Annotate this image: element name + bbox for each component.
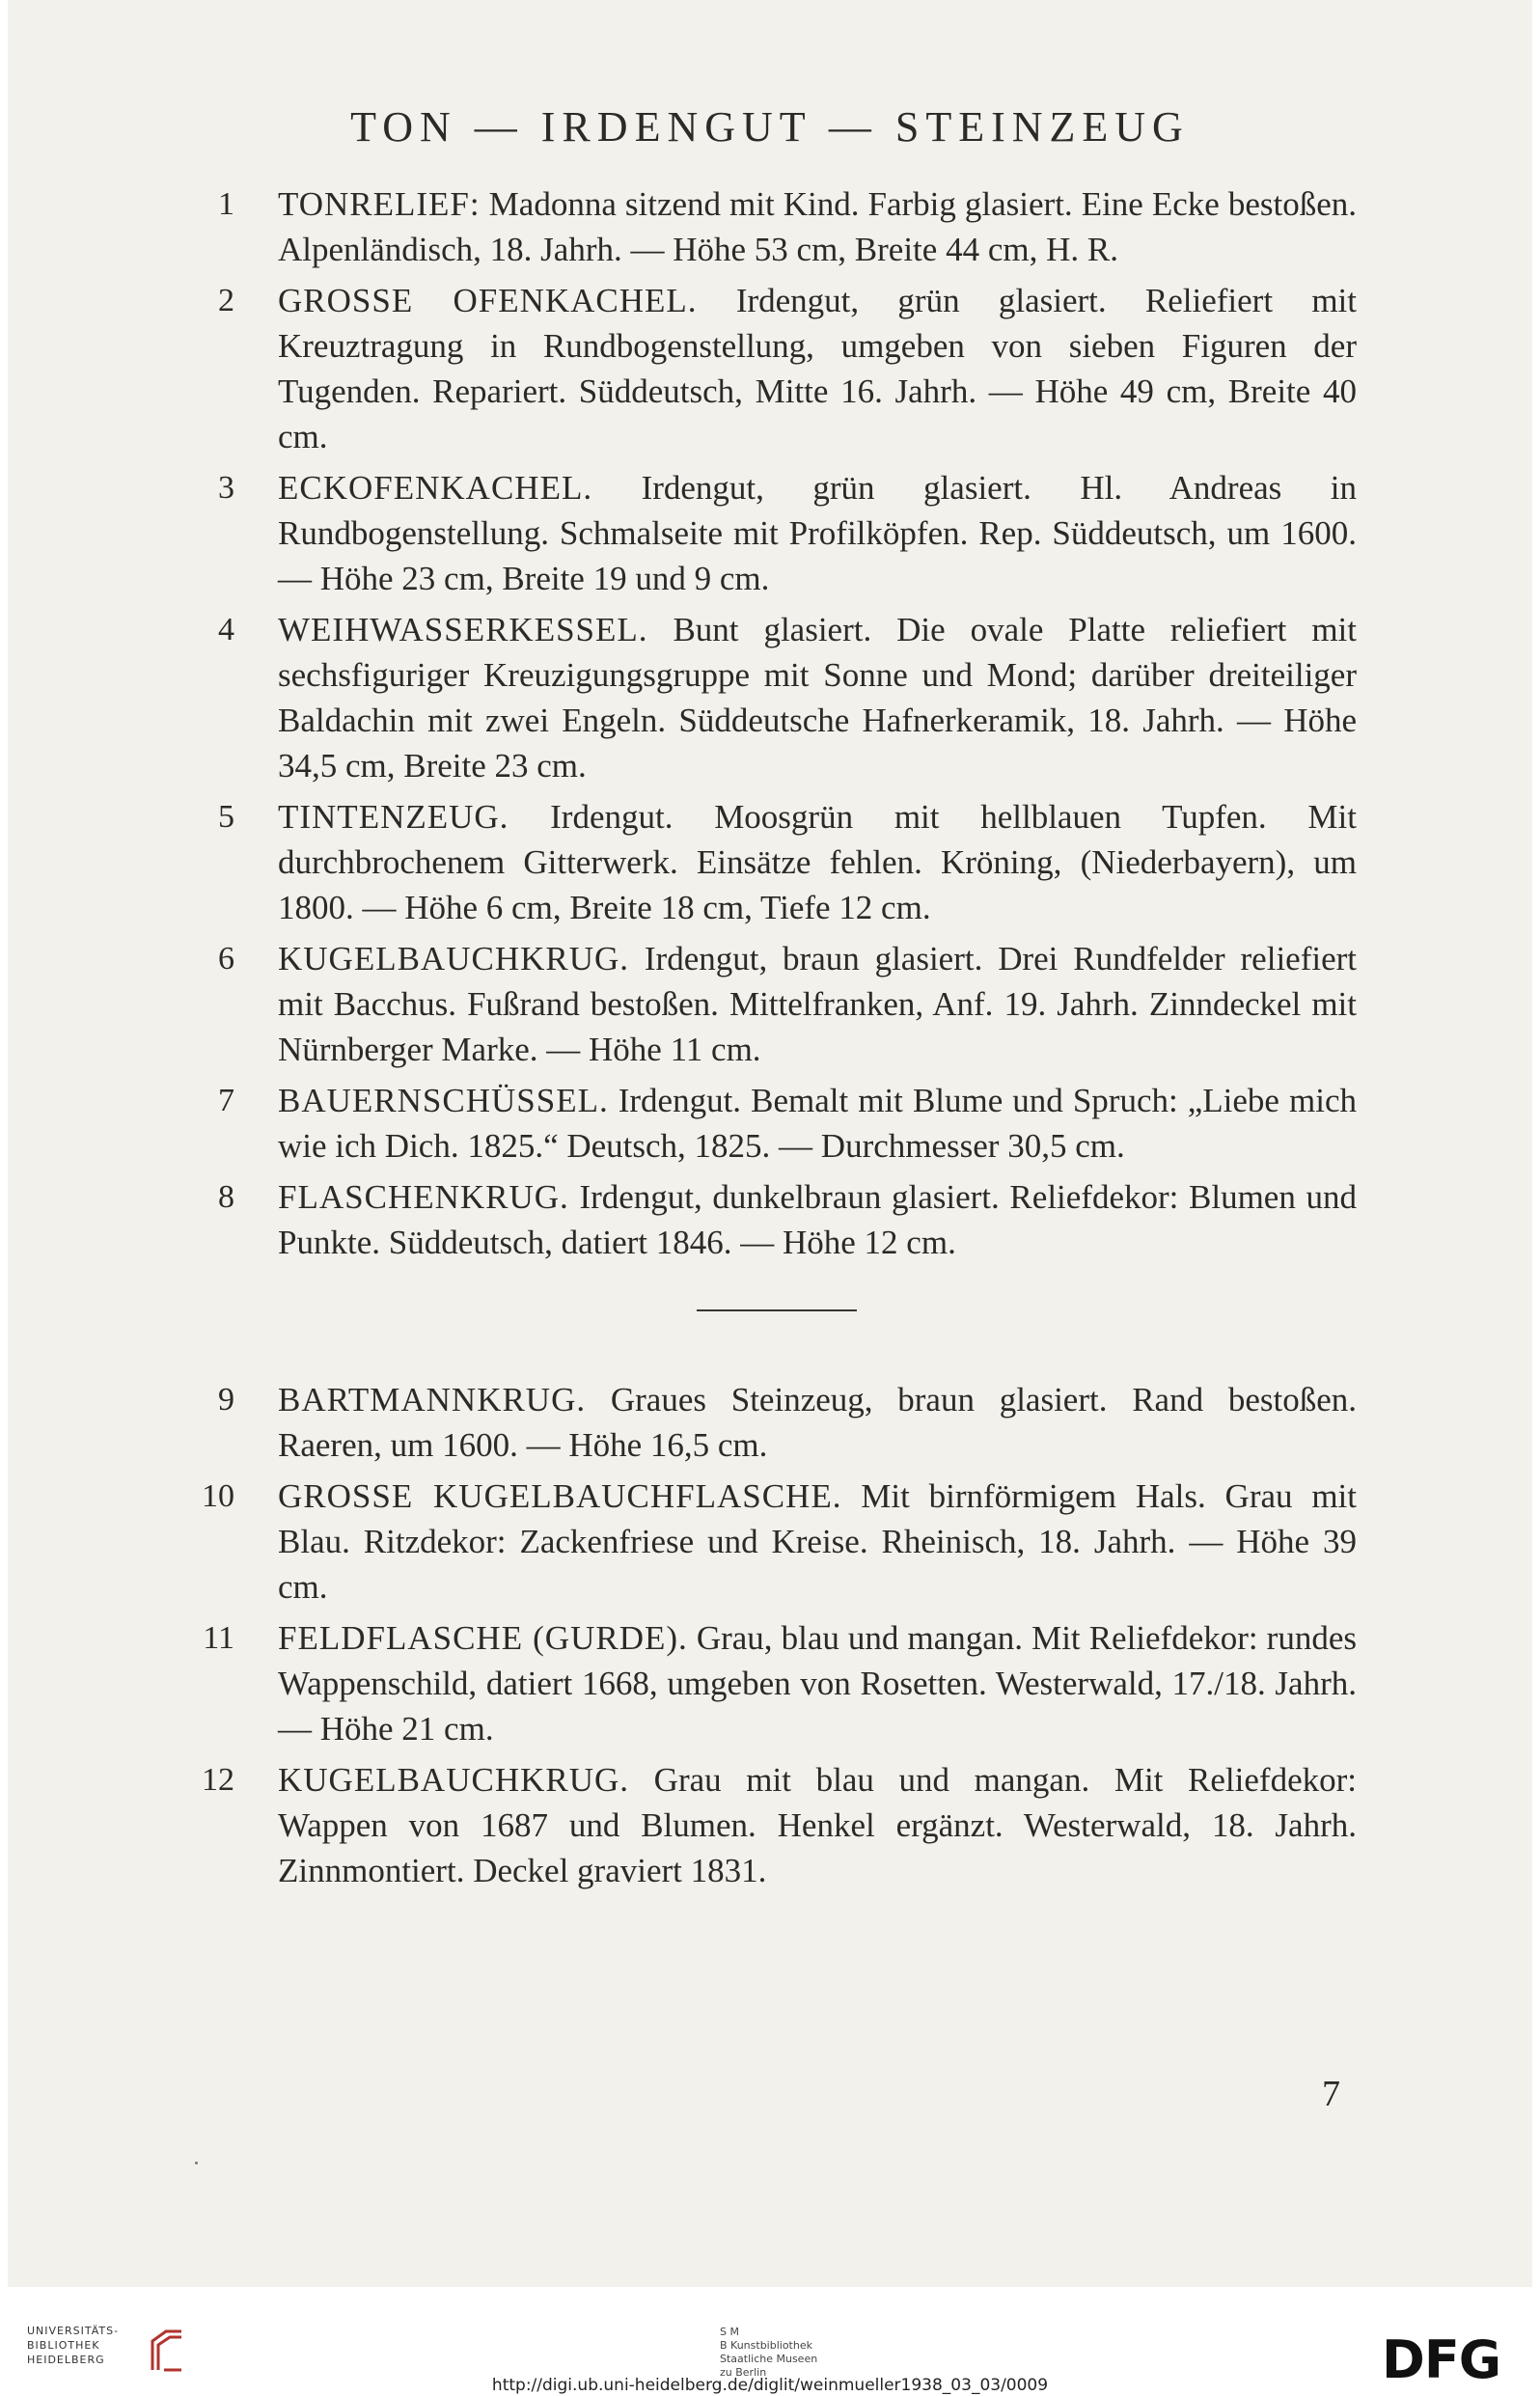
entry-text [278, 465, 1357, 601]
entry-title: ECKOFENKACHEL. [278, 469, 593, 507]
entry-number: 10 [202, 1478, 234, 1514]
entry-description: Grau mit blau und mangan. Mit Reliefdekor: Wappen von 1687 und Blumen. Henkel ergänzt. Westerwald, 18. Jahrh. Zinnmontiert. Deckel graviert 1831. [278, 1761, 1357, 1889]
source-url: http://digi.ub.uni-heidelberg.de/diglit/weinmueller1938_03_03/0009 [491, 2376, 1049, 2395]
entry-description: Irdengut, braun glasiert. Drei Rundfelder reliefiert mit Bacchus. Fußrand bestoßen. Mittelfranken, Anf. 19. Jahrh. Zinndeckel mit Nürnberger Marke. — Höhe 11 cm. [278, 940, 1357, 1068]
catalog-entry [0, 1174, 1540, 1265]
section-divider-wrap [0, 1271, 1540, 1377]
entry-title: GROSSE KUGELBAUCHFLASCHE. [278, 1477, 842, 1515]
entry-number: 7 [218, 1083, 234, 1118]
library-emblem-icon [147, 2327, 187, 2376]
dfg-logo: DFG [1382, 2329, 1501, 2390]
university-library-name: UNIVERSITÄTS- BIBLIOTHEK HEIDELBERG [27, 2325, 120, 2366]
entry-title: KUGELBAUCHKRUG. [278, 1761, 630, 1799]
catalog-entry [0, 1377, 1540, 1468]
catalog-entry [0, 465, 1540, 601]
entry-title: FELDFLASCHE (GURDE). [278, 1619, 688, 1657]
entry-text [278, 1757, 1357, 1893]
entry-title: KUGELBAUCHKRUG. [278, 940, 630, 978]
catalog-entry [0, 607, 1540, 788]
entry-text [278, 278, 1357, 459]
entry-description: Madonna sitzend mit Kind. Farbig glasiert. Eine Ecke bestoßen. Alpenländisch, 18. Jahrh. — Höhe 53 cm, Breite 44 cm, H. R. [278, 185, 1357, 268]
entry-description: Grau, blau und mangan. Mit Reliefdekor: rundes Wappenschild, datiert 1668, umgeben von Rosetten. Westerwald, 17./18. Jahrh. — Höhe 21 cm. [278, 1619, 1357, 1748]
entry-description: Bunt glasiert. Die ovale Platte reliefiert mit sechsfiguriger Kreuzigungsgruppe mit Sonne und Mond; darüber dreiteiliger Baldachin mit zwei Engeln. Süddeutsche Hafnerkeramik, 18. Jahrh. — Höhe 34,5 cm, Breite 23 cm. [278, 611, 1357, 785]
entry-title: BAUERNSCHÜSSEL. [278, 1082, 609, 1119]
entry-number: 1 [218, 186, 234, 222]
catalog-entry [0, 1473, 1540, 1610]
entry-description: Irdengut. Bemalt mit Blume und Spruch: „Liebe mich wie ich Dich. 1825.“ Deutsch, 1825. — Durchmesser 30,5 cm. [278, 1082, 1357, 1165]
entry-group-irdengut [0, 181, 1540, 1265]
section-divider [697, 1309, 857, 1311]
entry-description: Irdengut, grün glasiert. Reliefiert mit Kreuztragung in Rundbogenstellung, umgeben von sieben Figuren der Tugenden. Repariert. Süddeutsch, Mitte 16. Jahrh. — Höhe 49 cm, Breite 40 cm. [278, 282, 1357, 455]
entry-text [278, 1377, 1357, 1468]
entry-description: Mit birnförmigem Hals. Grau mit Blau. Ritzdekor: Zackenfriese und Kreise. Rheinisch, 18. Jahrh. — Höhe 39 cm. [278, 1477, 1357, 1606]
entry-description: Graues Steinzeug, braun glasiert. Rand bestoßen. Raeren, um 1600. — Höhe 16,5 cm. [278, 1381, 1357, 1464]
catalog-entry [0, 1757, 1540, 1893]
catalog-entry [0, 278, 1540, 459]
entry-text [278, 607, 1357, 788]
entry-text [278, 181, 1357, 272]
entry-number: 8 [218, 1179, 234, 1215]
entry-description: Irdengut, grün glasiert. Hl. Andreas in Rundbogenstellung. Schmalseite mit Profilköpfen. Rep. Süddeutsch, um 1600. — Höhe 23 cm, Breite 19 und 9 cm. [278, 469, 1357, 597]
entry-number: 3 [218, 470, 234, 506]
entry-text [278, 1174, 1357, 1265]
entry-group-steinzeug [0, 1377, 1540, 1893]
entry-text [278, 936, 1357, 1072]
catalog-entries [0, 181, 1540, 1899]
paper-speck [195, 2162, 198, 2164]
entry-number: 11 [203, 1620, 234, 1656]
smb-kunstbibliothek-logo: S M B Kunstbibliothek Staatliche Museen zu Berlin [720, 2326, 818, 2379]
entry-text [278, 794, 1357, 930]
entry-number: 12 [202, 1762, 234, 1798]
catalog-entry [0, 1615, 1540, 1751]
entry-title: BARTMANNKRUG. [278, 1381, 587, 1418]
entry-title: WEIHWASSERKESSEL. [278, 611, 648, 648]
entry-number: 2 [218, 283, 234, 318]
catalog-entry [0, 181, 1540, 272]
entry-text [278, 1078, 1357, 1169]
page-heading: TON — IRDENGUT — STEINZEUG [350, 103, 1190, 151]
entry-title: GROSSE OFENKACHEL. [278, 282, 698, 319]
catalog-entry [0, 1078, 1540, 1169]
footer-bar [0, 2287, 1540, 2396]
entry-description: Irdengut. Moosgrün mit hellblauen Tupfen. Mit durchbrochenem Gitterwerk. Einsätze fehlen. Kröning, (Niederbayern), um 1800. — Höhe 6 cm, Breite 18 cm, Tiefe 12 cm. [278, 798, 1357, 926]
entry-number: 9 [218, 1382, 234, 1418]
entry-text [278, 1615, 1357, 1751]
entry-number: 4 [218, 612, 234, 647]
entry-title: TONRELIEF: [278, 185, 481, 223]
catalog-entry [0, 794, 1540, 930]
university-library-logo [27, 2324, 191, 2382]
entry-description: Irdengut, dunkelbraun glasiert. Reliefdekor: Blumen und Punkte. Süddeutsch, datiert 1846. — Höhe 12 cm. [278, 1178, 1357, 1261]
entry-number: 6 [218, 941, 234, 977]
catalog-entry [0, 936, 1540, 1072]
entry-number: 5 [218, 799, 234, 835]
page-number: 7 [1322, 2074, 1340, 2114]
entry-title: FLASCHENKRUG. [278, 1178, 569, 1216]
entry-title: TINTENZEUG. [278, 798, 509, 836]
entry-text [278, 1473, 1357, 1610]
